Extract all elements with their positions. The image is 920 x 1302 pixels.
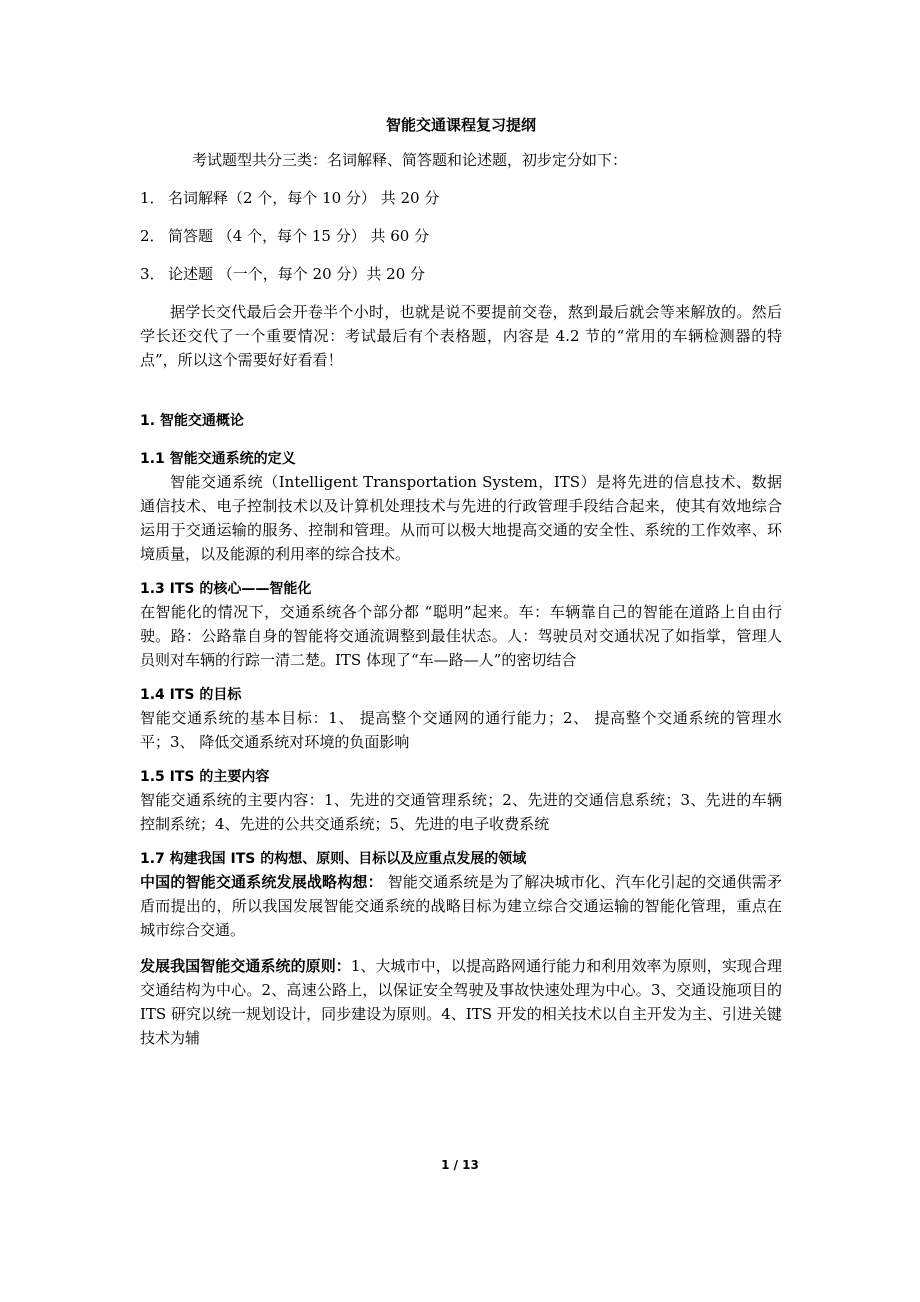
exam-item-text: 简答题 （4 个，每个 15 分） 共 60 分	[168, 227, 430, 245]
exam-item	[140, 186, 782, 210]
principles-lead: 发展我国智能交通系统的原则：	[140, 957, 351, 975]
exam-item-text: 论述题 （一个，每个 20 分）共 20 分	[168, 265, 426, 283]
principles-paragraph	[140, 954, 782, 1050]
exam-item-number: 1．	[140, 189, 165, 207]
section-heading: 1.3 ITS 的核心——智能化	[140, 581, 312, 597]
section-body: 在智能化的情况下，交通系统各个部分都 “聪明”起来。车：车辆靠自己的智能在道路上自由行驶。路：公路靠自身的智能将交通流调整到最佳状态。人：驾驶员对交通状况了如指掌，管理人员则对车辆的行踪一清二楚。ITS 体现了“车—路—人”的密切结合	[140, 603, 782, 669]
principles-body: 1、大城市中，以提高路网通行能力和利用效率为原则，实现合理交通结构为中心。2、高速公路上，以保证安全驾驶及事故快速处理为中心。3、交通设施项目的 ITS 研究以统一规划设计，同步建设为原则。4、ITS 开发的相关技术以自主开发为主、引进关键技术为辅	[140, 957, 782, 1047]
chapter-heading: 1. 智能交通概论	[140, 413, 244, 429]
page-content	[140, 114, 782, 1062]
exam-item-number: 3．	[140, 265, 165, 283]
exam-note: 据学长交代最后会开卷半个小时，也就是说不要提前交卷，熬到最后就会等来解放的。然后学长还交代了一个重要情况：考试最后有个表格题，内容是 4.2 节的“常用的车辆检测器的特点”，所以这个需要好好看看！	[140, 303, 782, 369]
section-heading: 1.5 ITS 的主要内容	[140, 769, 270, 785]
exam-item-text: 名词解释（2 个，每个 10 分） 共 20 分	[168, 189, 440, 207]
section-1-5	[140, 766, 782, 836]
exam-item	[140, 262, 782, 286]
section-body: 智能交通系统（Intelligent Transportation System，ITS）是将先进的信息技术、数据通信技术、电子控制技术以及计算机处理技术与先进的行政管理手段结合起来，使其有效地综合运用于交通运输的服务、控制和管理。从而可以极大地提高交通的安全性、系统的工作效率、环境质量，以及能源的利用率的综合技术。	[140, 473, 782, 563]
section-1-4	[140, 684, 782, 754]
section-1-3	[140, 578, 782, 672]
section-heading: 1.4 ITS 的目标	[140, 687, 242, 703]
strategy-paragraph	[140, 870, 782, 942]
section-heading: 1.7 构建我国 ITS 的构想、原则、目标以及应重点发展的领域	[140, 851, 527, 867]
section-heading: 1.1 智能交通系统的定义	[140, 451, 296, 467]
page-title: 智能交通课程复习提纲	[385, 116, 536, 134]
page-number: 1 / 13	[441, 1158, 479, 1172]
exam-item-number: 2．	[140, 227, 165, 245]
section-1-7	[140, 848, 782, 1050]
exam-item	[140, 224, 782, 248]
exam-intro: 考试题型共分三类：名词解释、简答题和论述题，初步定分如下：	[192, 151, 628, 169]
strategy-body: 智能交通系统是为了解决城市化、汽车化引起的交通供需矛盾而提出的，所以我国发展智能交通系统的战略目标为建立综合交通运输的智能化管理，重点在城市综合交通。	[140, 873, 782, 939]
exam-item-list	[140, 186, 782, 286]
section-body: 智能交通系统的基本目标：1、 提高整个交通网的通行能力；2、 提高整个交通系统的管理水平；3、 降低交通系统对环境的负面影响	[140, 709, 782, 751]
section-body: 智能交通系统的主要内容：1、先进的交通管理系统；2、先进的交通信息系统；3、先进的车辆控制系统；4、先进的公共交通系统；5、先进的电子收费系统	[140, 791, 782, 833]
section-1-1	[140, 448, 782, 566]
strategy-lead: 中国的智能交通系统发展战略构想：	[140, 873, 383, 891]
